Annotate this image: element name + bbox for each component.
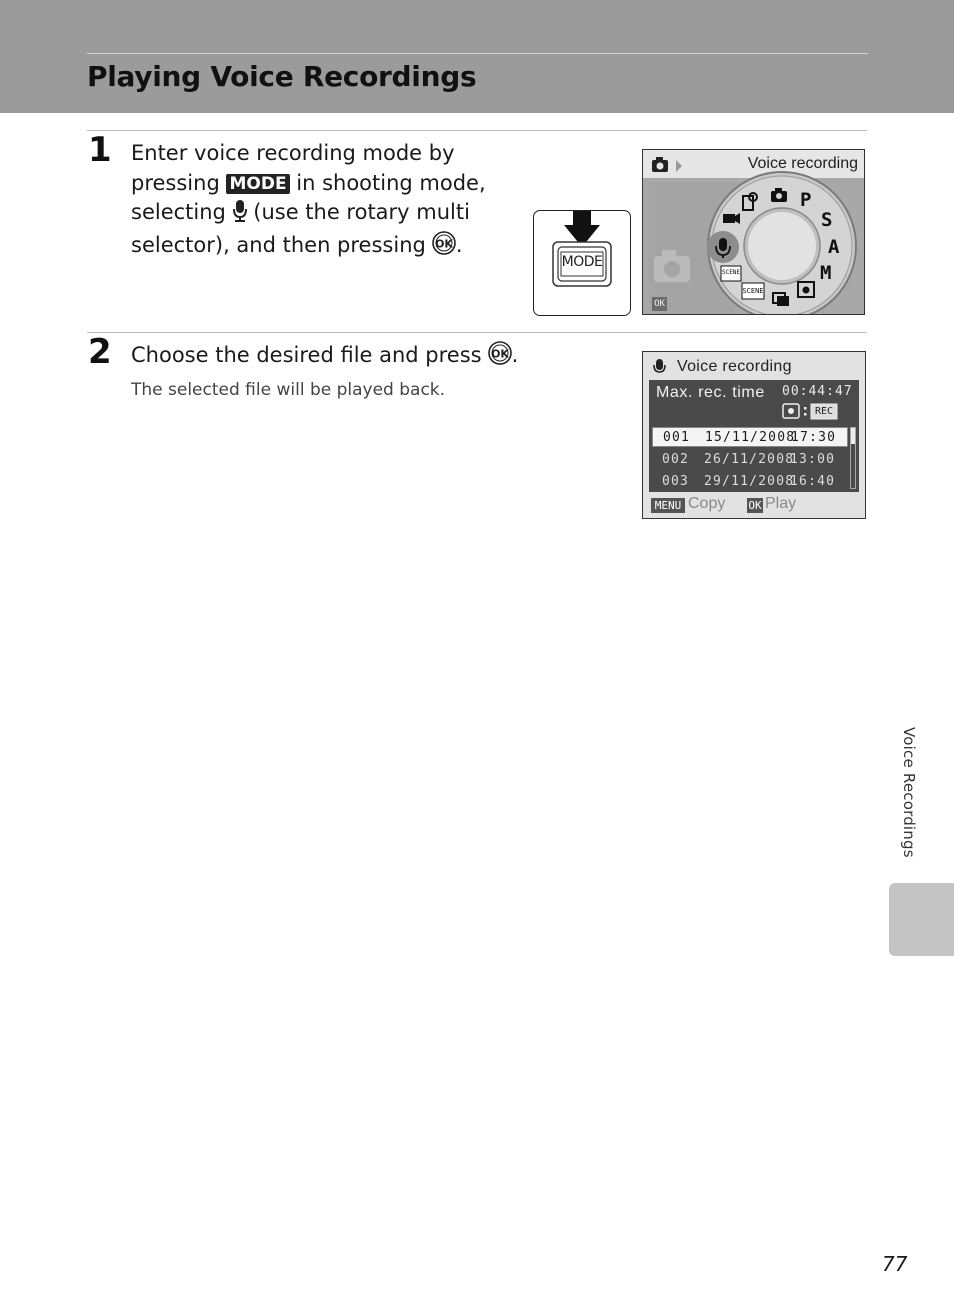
step-note: The selected file will be played back. xyxy=(131,380,446,400)
step-text: selecting xyxy=(131,200,226,225)
section-side-label: Voice Recordings xyxy=(900,727,918,858)
scene-mode-label: SCENE xyxy=(742,287,764,295)
scrollbar[interactable] xyxy=(850,427,856,489)
ok-label: OK xyxy=(654,299,665,309)
step-divider xyxy=(87,130,867,131)
step-instruction xyxy=(131,341,551,374)
microphone-icon xyxy=(233,200,247,231)
camera-screen-file-list xyxy=(642,351,866,519)
page-number: 77 xyxy=(882,1252,908,1276)
scrollbar-thumb[interactable] xyxy=(851,428,855,444)
page-title: Playing Voice Recordings xyxy=(87,60,477,93)
step-text: pressing xyxy=(131,170,220,195)
microphone-icon xyxy=(654,359,665,372)
step-text: in shooting mode, xyxy=(296,170,486,195)
movie-icon xyxy=(723,213,740,224)
menu-badge: MENU xyxy=(651,498,685,513)
step-text: . xyxy=(511,343,519,367)
max-rec-time: 00:44:47 xyxy=(782,384,853,399)
step-text: Enter voice recording mode by xyxy=(131,141,455,165)
mode-button-label: MODE xyxy=(561,254,603,270)
mode-button-illustration xyxy=(533,210,631,316)
step-divider xyxy=(87,332,867,333)
file-date: 26/11/2008 xyxy=(704,452,795,467)
file-id: 003 xyxy=(662,474,690,489)
camera-screen-mode-dial xyxy=(642,149,865,315)
file-row-selected[interactable] xyxy=(652,427,848,447)
header-divider xyxy=(87,53,868,54)
file-date: 15/11/2008 xyxy=(705,430,796,445)
ok-button-icon xyxy=(488,341,512,374)
scene-label: SCENE xyxy=(721,269,741,276)
step-number: 1 xyxy=(88,130,112,170)
memory-icon xyxy=(783,404,799,418)
step-text: . xyxy=(455,233,463,258)
file-row[interactable] xyxy=(652,472,848,492)
step-text: selector), and then pressing xyxy=(131,233,426,258)
arrow-right-icon xyxy=(676,160,682,172)
screen-title: Voice recording xyxy=(747,155,858,172)
dial-letter-a: A xyxy=(828,236,840,258)
step-number: 2 xyxy=(88,332,112,372)
step-text: (use the rotary multi xyxy=(253,200,470,225)
step-text: Choose the desired file and press xyxy=(131,343,482,367)
mode-button-icon: MODE xyxy=(226,174,289,194)
header-band xyxy=(0,0,954,113)
ok-button-icon xyxy=(432,231,456,264)
file-id: 001 xyxy=(663,430,691,445)
svg-text:OK: OK xyxy=(434,237,453,251)
play-label[interactable]: Play xyxy=(765,495,797,512)
svg-text:OK: OK xyxy=(490,347,509,361)
dial-letter-s: S xyxy=(821,209,833,231)
dial-letter-m: M xyxy=(820,262,832,284)
ok-badge: OK xyxy=(748,499,762,512)
dial-letter-p: P xyxy=(800,189,812,211)
file-time: 13:00 xyxy=(790,452,836,467)
copy-label[interactable]: Copy xyxy=(688,495,726,512)
file-time: 17:30 xyxy=(791,430,837,445)
file-time: 16:40 xyxy=(790,474,836,489)
file-id: 002 xyxy=(662,452,690,467)
screen-title: Voice recording xyxy=(677,358,792,375)
file-date: 29/11/2008 xyxy=(704,474,795,489)
max-rec-label: Max. rec. time xyxy=(656,384,765,401)
step-instruction xyxy=(131,139,511,264)
file-row[interactable] xyxy=(652,450,848,470)
section-tab xyxy=(889,883,954,956)
rec-label: REC xyxy=(814,406,834,417)
camera-icon xyxy=(652,157,668,172)
